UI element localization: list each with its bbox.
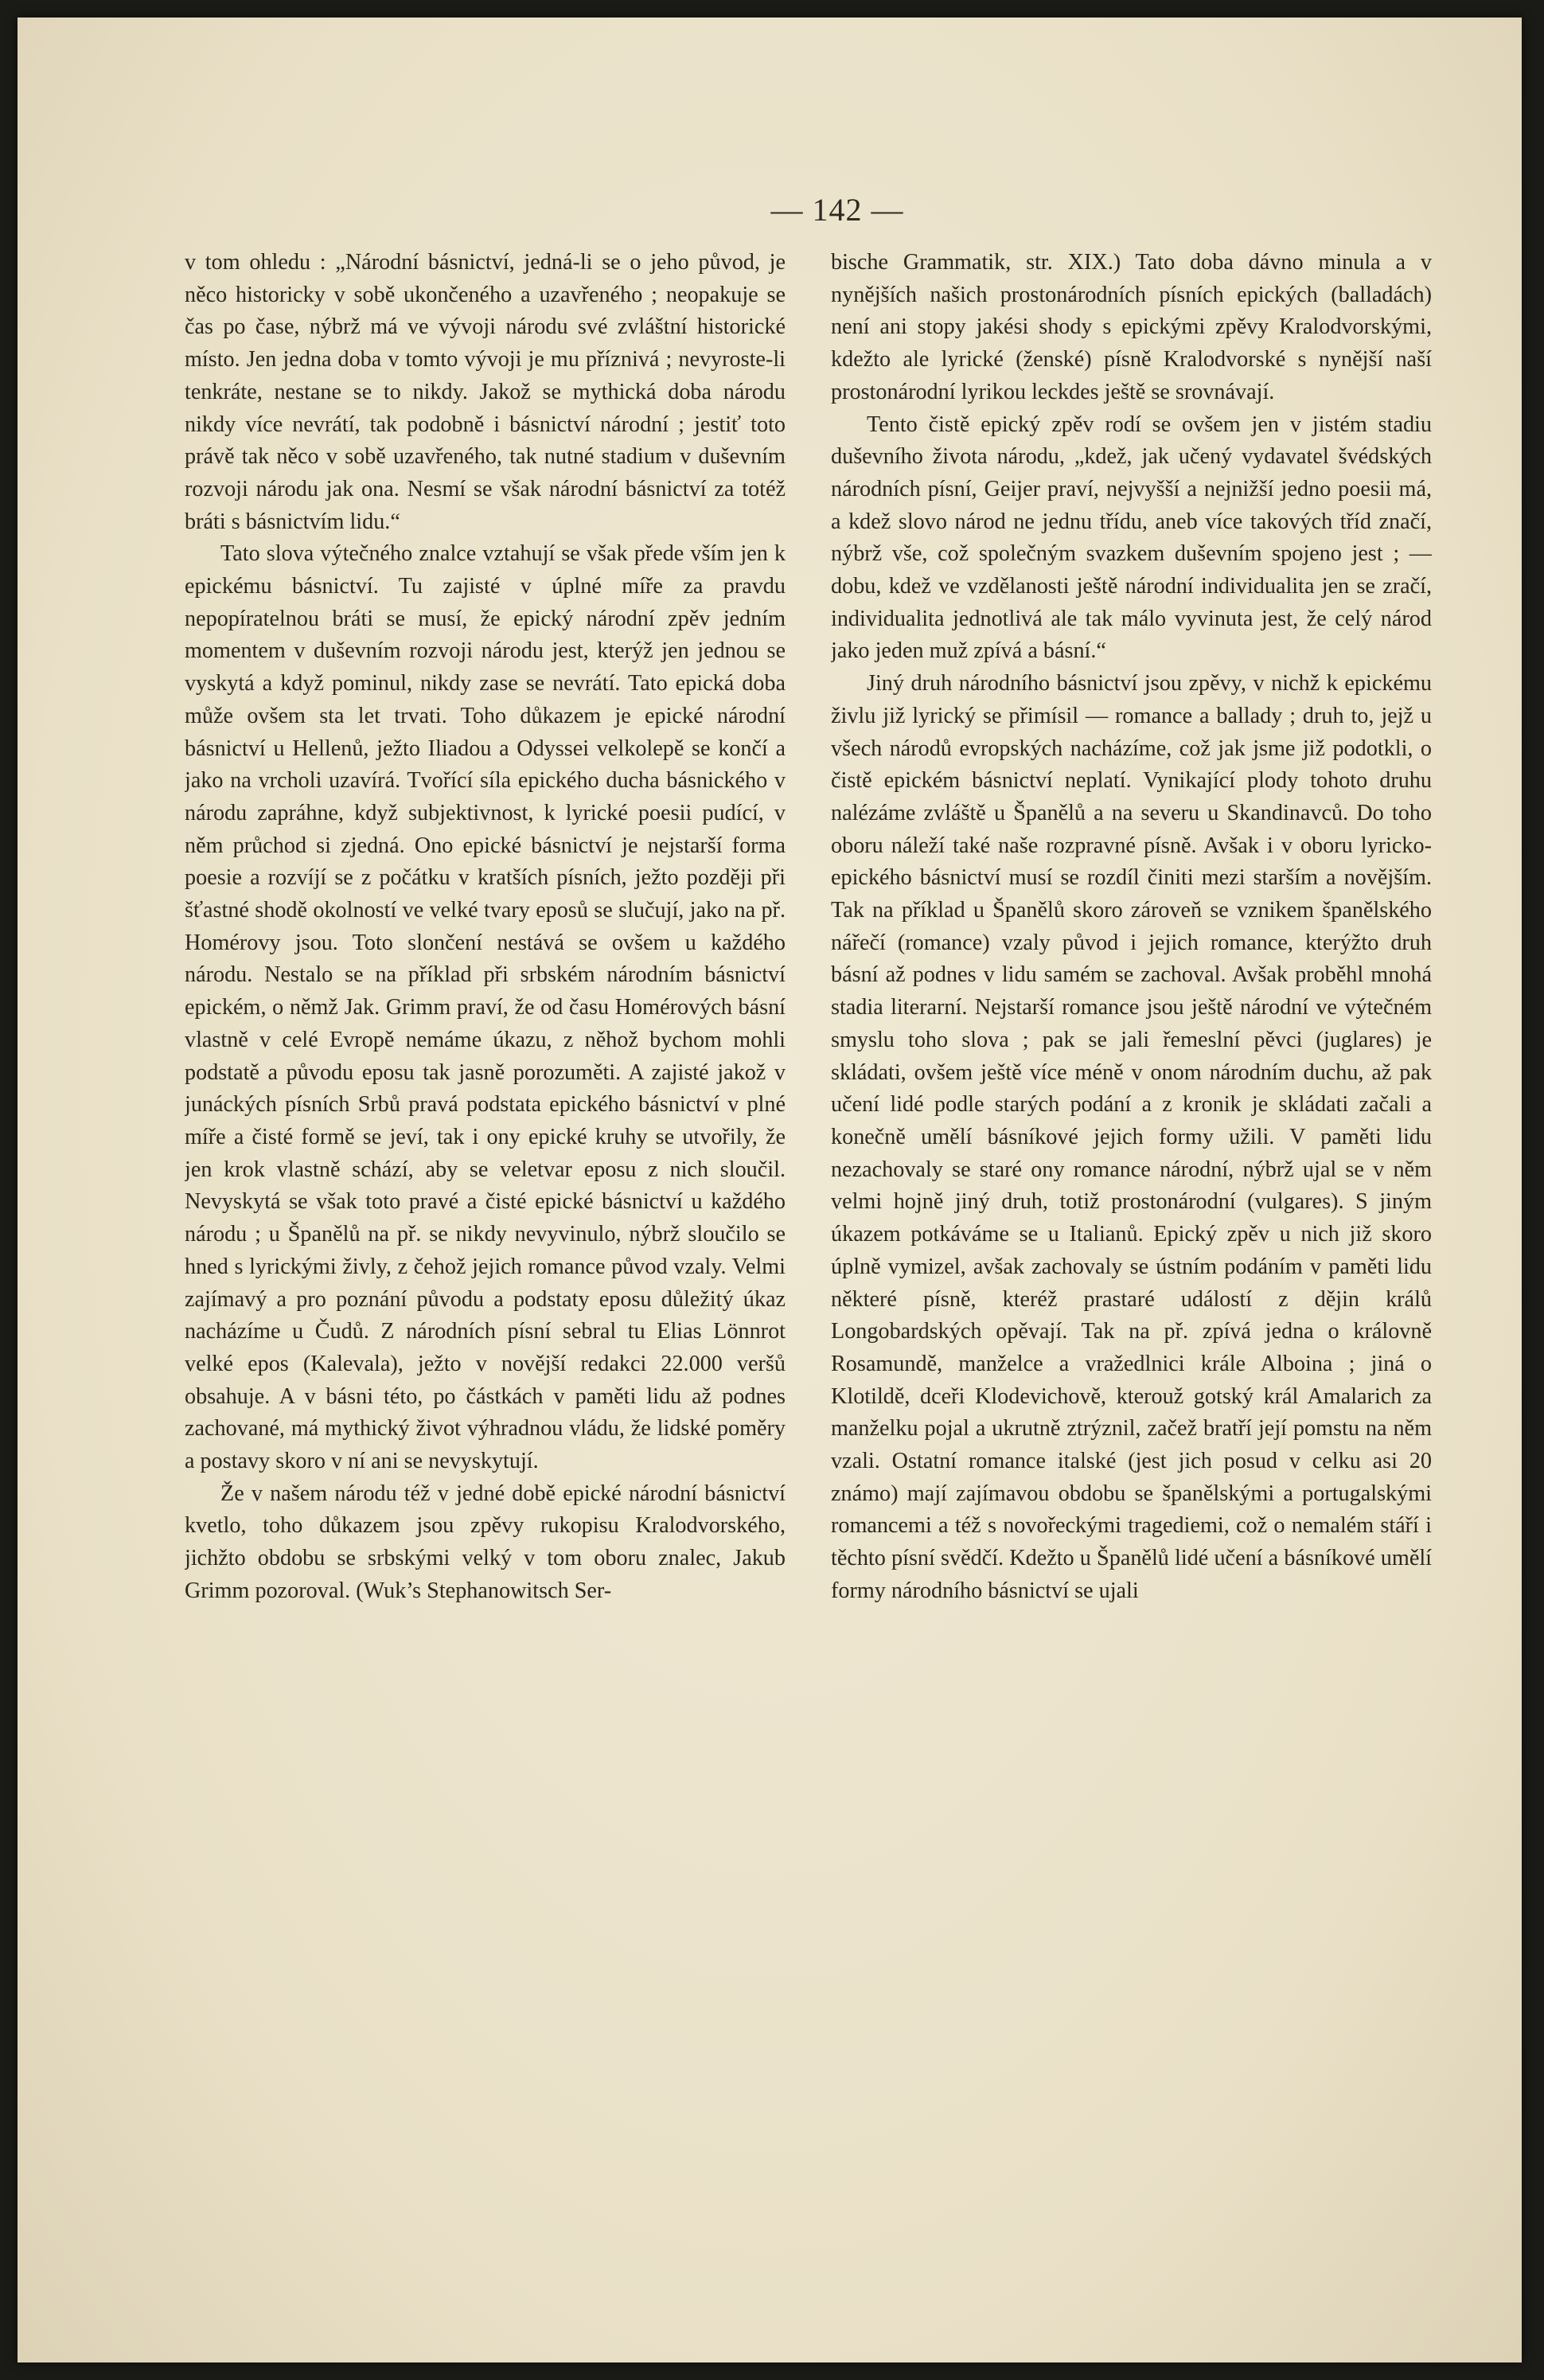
- paragraph: Tato slova výtečného znalce vztahují se však přede vším jen k epickému básnictví. Tu zajisté v úplné míře za pravdu nepopíratelnou bráti se musí, že epický národní zpěv jedním momentem v duševním rozvoji národu jest, kterýž jen jednou se vyskytá a když pominul, nikdy zase se nevrátí. Tato epická doba může ovšem sta let trvati. Toho důkazem je epické národní básnictví u Hellenů, ježto Iliadou a Odyssei velkolepě se končí a jako na vrcholi uzavírá. Tvořící síla epického ducha básnického v národu zapráhne, když subjektivnost, k lyrické poesii pudící, v něm průchod si zjedná. Ono epické básnictví je nejstarší forma poesie a rozvíjí se z počátku v kratších písních, ježto později při šťastné shodě okolností ve velké tvary eposů se slučují, jako na př. Homérovy jsou. Toto slončení nestává se ovšem u každého národu. Nestalo se na příklad při srbském národním básnictví epickém, o němž Jak. Grimm praví, že od času Homérových básní vlastně v celé Evropě nemáme úkazu, z něhož bychom mohli podstatě a původu eposu tak jasně porozuměti. A zajisté jakož v junáckých písních Srbů pravá podstata epického básnictví v plné míře a čisté formě se jeví, tak i ony epické kruhy se utvořily, že jen krok vlastně schází, aby se veletvar eposu z nich sloučil. Nevyskytá se však toto pravé a čisté epické básnictví u každého národu ; u Španělů na př. se nikdy nevyvinulo, nýbrž sloučilo se hned s lyrickými živly, z čehož jejich romance původ vzaly. Velmi zajímavý a pro poznání původu a podstaty eposu důležitý úkaz nacházíme u Čudů. Z národních písní sebral tu Elias Lönnrot velké epos (Kalevala), ježto v novější redakci 22.000 veršů obsahuje. A v básni této, po částkách v paměti lidu až podnes zachované, má mythický život výhradnou vládu, že lidské poměry a postavy skoro v ní ani se nevyskytují.: [185, 541, 786, 1474]
- scanned-page: [18, 18, 1522, 2362]
- paragraph: Že v našem národu též v jedné době epické národní básnictví kvetlo, toho důkazem jsou zpěvy rukopisu Kralodvorského, jichžto obdobu se srbskými velký v tom oboru znalec, Jakub Grimm pozoroval. (Wuk’s Stephanowitsch Ser-: [185, 1481, 786, 1603]
- left-column: [185, 247, 786, 2308]
- paragraph: Jiný druh národního básnictví jsou zpěvy, v nichž k epickému živlu již lyrický se přimísil — romance a ballady ; druh to, jejž u všech národů evropských nacházíme, což jak jsme již podotkli, o čistě epickém básnictví neplatí. Vynikající plody tohoto druhu nalézáme zvláště u Španělů a na severu u Skandinavců. Do toho oboru náleží také naše rozpravné písně. Avšak i v oboru lyricko-epického básnictví musí se rozdíl činiti mezi starším a novějším. Tak na příklad u Španělů skoro zároveň se vznikem španělského nářečí (romance) vzaly původ i jejich romance, kterýžto druh básní až podnes v lidu samém se zachoval. Avšak proběhl mnohá stadia literarní. Nejstarší romance jsou ještě národní ve výtečném smyslu toho slova ; pak se jali řemeslní pěvci (juglares) je skládati, ovšem ještě více méně v onom národním duchu, až pak učení lidé podle starých podání a z kronik je skládati začali a konečně umělí básníkové jejich formy užili. V paměti lidu nezachovaly se staré ony romance národní, nýbrž ujal se v něm velmi hojně jiný druh, totiž prostonárodní (vulgares). S jiným úkazem potkáváme se u Italianů. Epický zpěv u nich již skoro úplně vymizel, avšak zachovaly se ústním podáním v paměti lidu některé písně, kteréž prastaré událostí z dějin králů Longobardských opěvají. Tak na př. zpívá jedna o královně Rosamundě, manželce a vražedlnici krále Alboina ; jiná o Klotildě, dceři Klodevichově, kterouž gotský král Amalarich za manželku pojal a ukrutně ztrýznil, začež bratří její pomstu na něm vzali. Ostatní romance italské (jest jich posud v celku asi 20 známo) mají zajímavou obdobu se španělskými a portugalskými romancemi a též s novořeckými tragediemi, což o nemalém stáří i těchto písní svědčí. Kdežto u Španělů lidé učení a básníkové umělí formy národního básnictví se ujali: [831, 671, 1432, 1603]
- page-number: — 142 —: [770, 192, 904, 228]
- right-column: [831, 247, 1432, 2308]
- paragraph: Tento čistě epický zpěv rodí se ovšem jen v jistém stadiu duševního života národu, „kdež, jak učený vydavatel švédských národních písní, Geijer praví, nejvyšší a nejnižší jedno poesii má, a kdež slovo národ ne jednu třídu, aneb více takových tříd značí, nýbrž vše, což společným svazkem duševním spojeno jest ; — dobu, kdež ve vzdělanosti ještě národní individualita jen se zračí, individualita jednotlivá ale tak málo vyvinuta jest, že celý národ jako jeden muž zpívá a básní.“: [831, 412, 1432, 664]
- paragraph: bische Grammatik, str. XIX.) Tato doba dávno minula a v nynějších našich prostonárodních písních epických (balladách) není ani stopy jakési shody s epickými zpěvy Kralodvorskými, kdežto ale lyrické (ženské) písně Kralodvorské s nynější naší prostonárodní lyrikou leckdes ještě se srovnávají.: [831, 250, 1432, 404]
- paragraph: v tom ohledu : „Národní básnictví, jedná-li se o jeho původ, je něco historicky v sobě ukončeného a uzavřeného ; neopakuje se čas po čase, nýbrž má ve vývoji národu své zvláštní historické místo. Jen jedna doba v tomto vývoji je mu příznivá ; nevyroste-li tenkráte, nestane se to nikdy. Jakož se mythická doba národu nikdy více nevrátí, tak podobně i básnictví národní ; jestiť toto právě tak něco v sobě uzavřeného, tak nutné stadium v duševním rozvoji národu jak ona. Nesmí se však národní básnictví za totéž bráti s básnictvím lidu.“: [185, 250, 786, 534]
